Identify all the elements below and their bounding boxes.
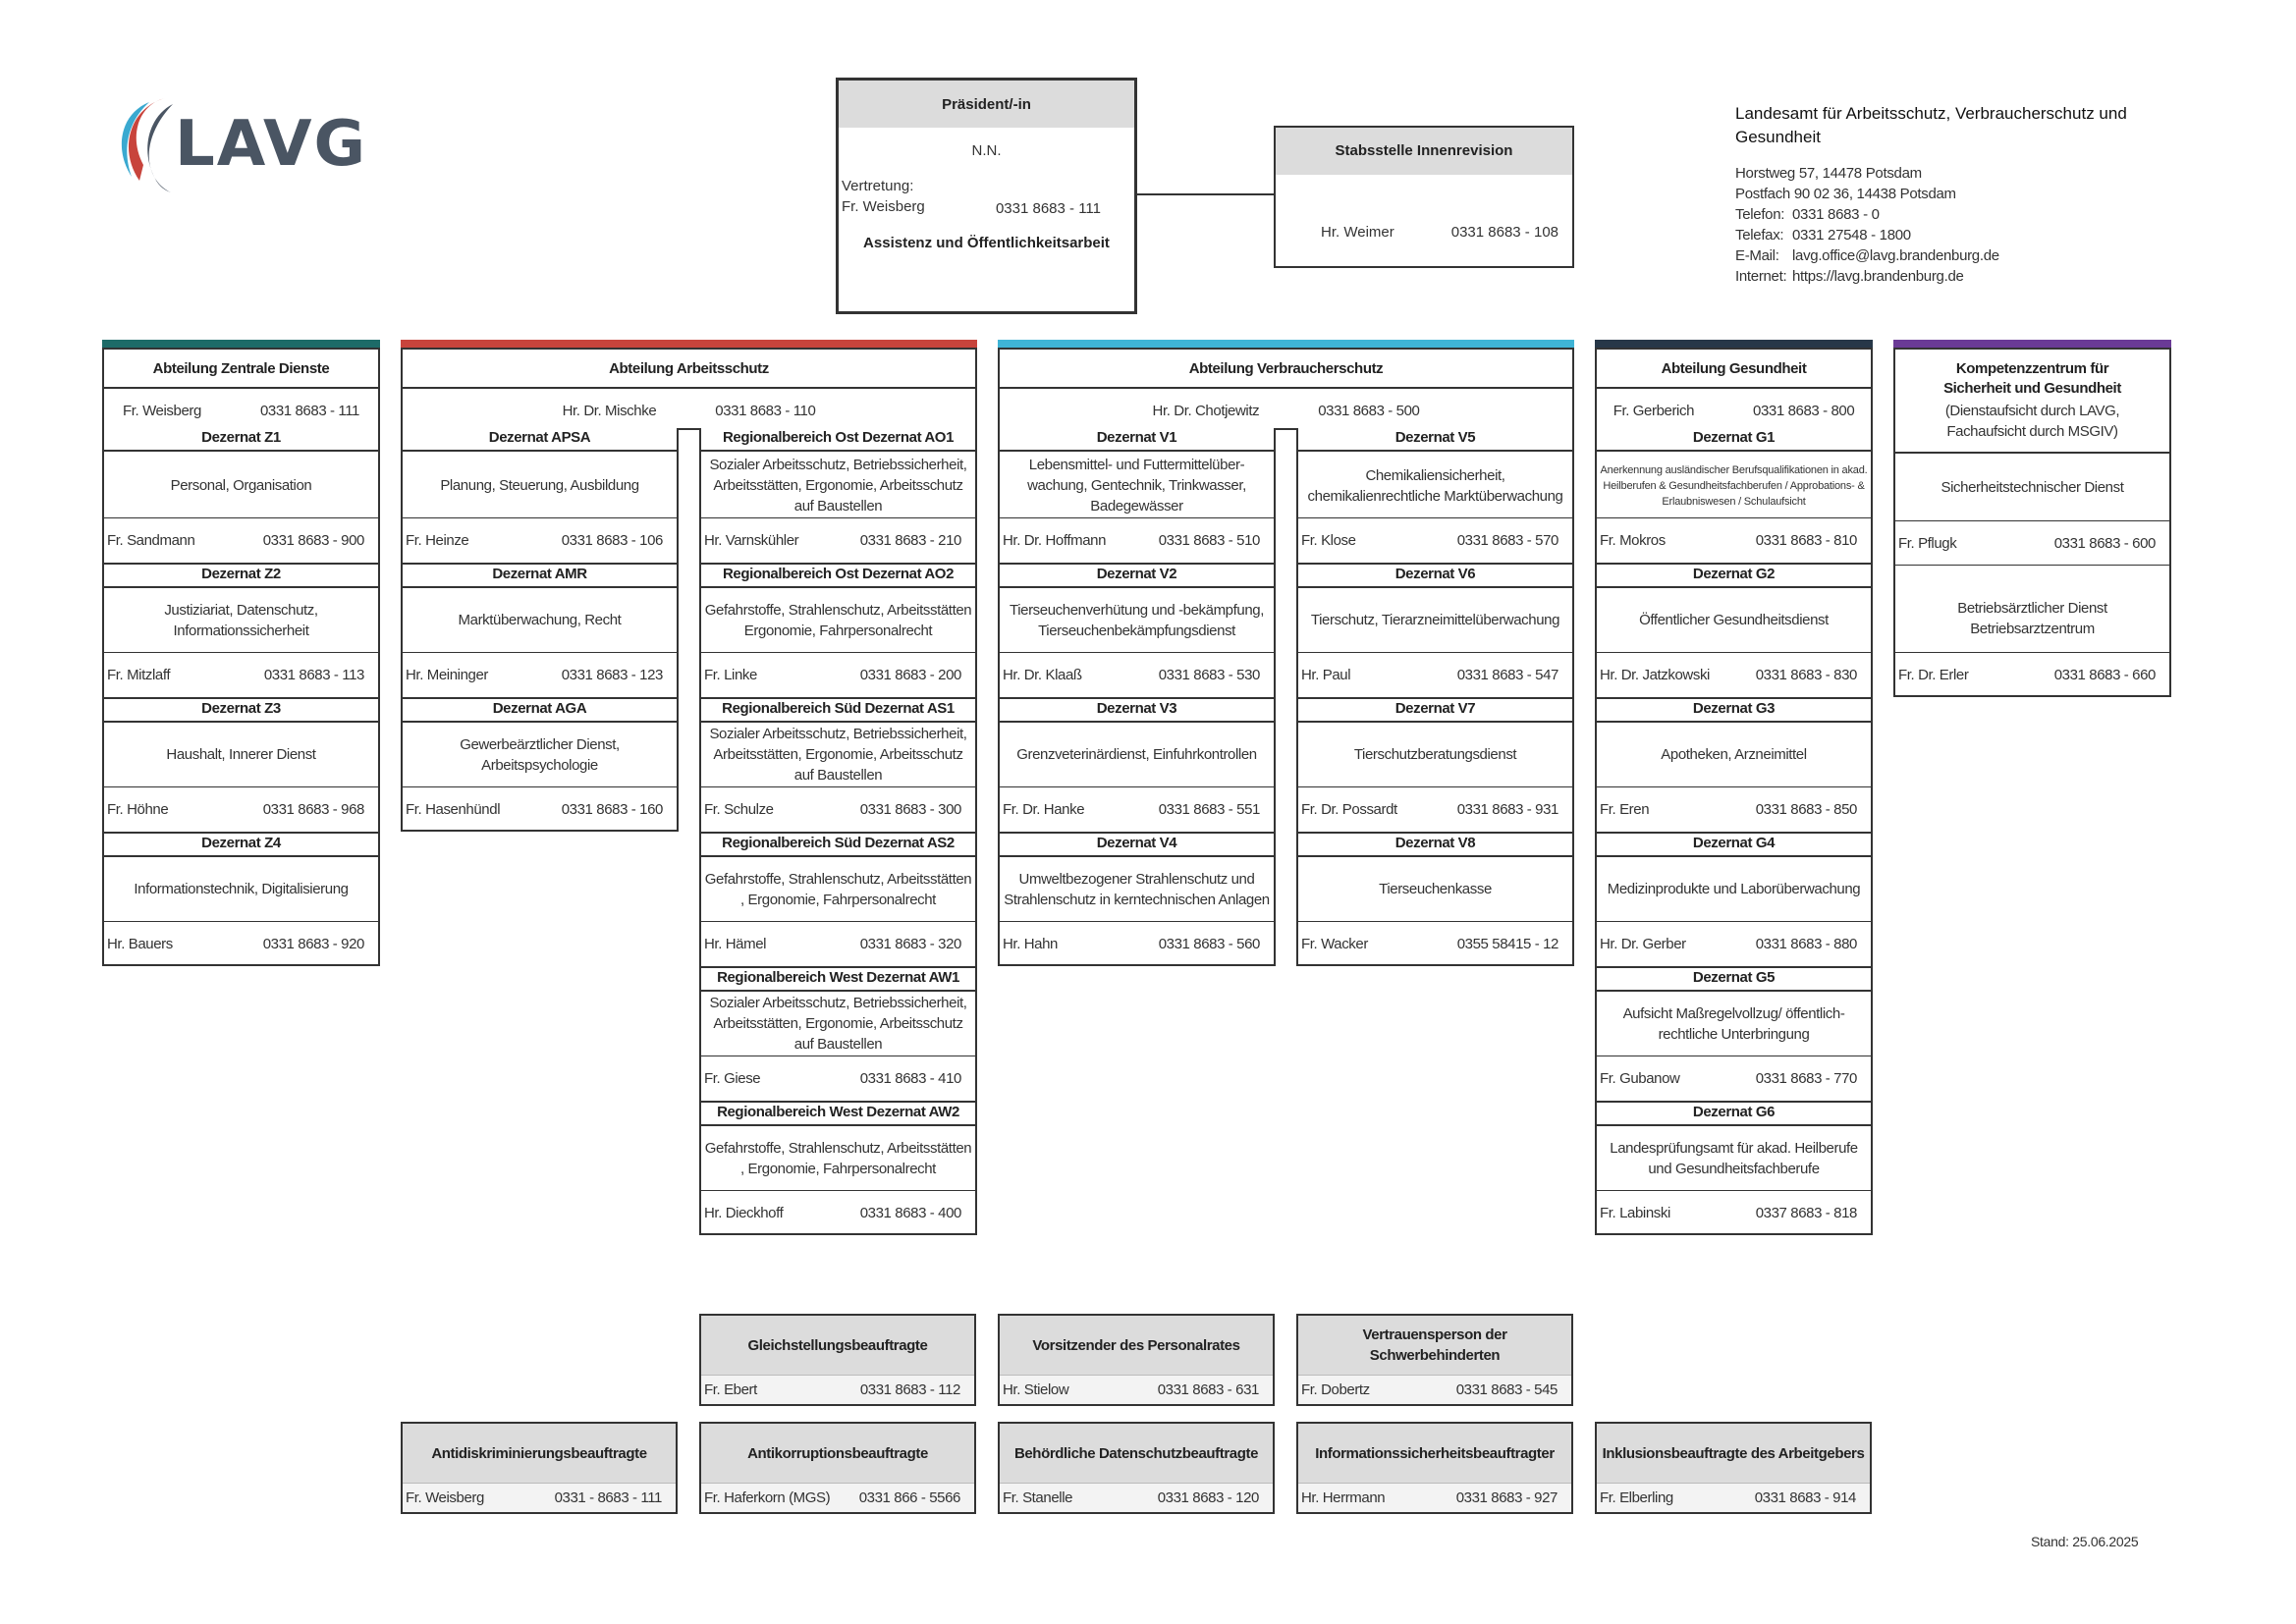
unit-phone: 0331 8683 - 770 bbox=[1755, 1069, 1857, 1087]
dept-arbeitsschutz-head-phone: 0331 8683 - 110 bbox=[715, 402, 816, 419]
role-title: Informationssicherheitsbeauftragter bbox=[1298, 1424, 1571, 1483]
role-contact-row bbox=[1000, 1483, 1273, 1512]
role-title: Antidiskriminierungsbeauftragte bbox=[403, 1424, 676, 1483]
unit-phone: 0331 8683 - 123 bbox=[561, 666, 663, 683]
dept-kompetenz-box bbox=[1893, 348, 2171, 697]
dept-arbeitsschutz-color-bar bbox=[401, 340, 977, 348]
role-phone: 0331 8683 - 545 bbox=[1455, 1381, 1558, 1398]
unit-phone: 0355 58415 - 12 bbox=[1456, 935, 1558, 952]
dept-zentral-head-row bbox=[104, 387, 378, 432]
lavg-logo bbox=[110, 90, 368, 200]
unit-phone: 0331 8683 - 210 bbox=[859, 531, 961, 549]
unit-desc: Informationstechnik, Digitalisierung bbox=[134, 881, 349, 897]
role-title: Vertrauensperson der Schwerbehinderten bbox=[1298, 1316, 1571, 1375]
dept-gesundheit-color-bar bbox=[1595, 340, 1873, 348]
unit-contact-row bbox=[104, 517, 378, 562]
unit-title: Dezernat Z1 bbox=[104, 428, 378, 452]
unit-desc: Personal, Organisation bbox=[170, 477, 312, 494]
unit-person: Fr. Schulze bbox=[704, 800, 774, 818]
unit-phone: 0331 8683 - 920 bbox=[262, 935, 364, 952]
special-role-box bbox=[699, 1422, 976, 1514]
address-telefax: Telefax: 0331 27548 - 1800 bbox=[1735, 227, 1911, 244]
role-contact-row bbox=[1298, 1375, 1571, 1404]
role-phone: 0331 8683 - 914 bbox=[1754, 1489, 1856, 1506]
dept-zentral-head-phone: 0331 8683 - 111 bbox=[259, 402, 359, 419]
unit-person: Hr. Varnskühler bbox=[704, 531, 799, 549]
president-vertretung-name: Fr. Weisberg bbox=[842, 198, 925, 215]
unit-person: Fr. Heinze bbox=[406, 531, 469, 549]
unit-desc: Gefahrstoffe, Strahlenschutz, Arbeitsstätten , Ergonomie, Fahrpersonalrecht bbox=[704, 1139, 972, 1177]
unit-person: Fr. Sandmann bbox=[107, 531, 195, 549]
unit-contact-row bbox=[701, 652, 975, 696]
unit-contact-row bbox=[701, 1190, 975, 1234]
dept-arbeitsschutz-units-stack bbox=[401, 428, 679, 832]
unit-phone: 0331 8683 - 660 bbox=[2053, 666, 2156, 683]
unit-title: Dezernat G3 bbox=[1597, 697, 1871, 723]
unit-contact-row bbox=[1597, 786, 1871, 831]
unit-phone: 0331 8683 - 600 bbox=[2053, 534, 2156, 552]
unit-title: Dezernat G6 bbox=[1597, 1101, 1871, 1126]
unit-title: Dezernat V4 bbox=[1000, 832, 1274, 857]
unit-phone: 0331 8683 - 900 bbox=[262, 531, 364, 549]
unit-contact-row bbox=[1298, 652, 1572, 696]
dept-arbeitsschutz-head-name: Hr. Dr. Mischke bbox=[562, 402, 657, 419]
dept-verbraucher-head-row bbox=[1000, 387, 1572, 432]
special-role-box bbox=[1296, 1314, 1573, 1406]
dept-zentral-color-bar bbox=[102, 340, 380, 348]
unit-contact-row bbox=[104, 921, 378, 965]
unit-title: Dezernat V5 bbox=[1298, 428, 1572, 452]
address-email: E-Mail: lavg.office@lavg.brandenburg.de bbox=[1735, 247, 1999, 264]
dept-zentral-header bbox=[102, 348, 380, 430]
role-phone: 0331 8683 - 631 bbox=[1157, 1381, 1259, 1398]
unit-person: Hr. Dr. Jatzkowski bbox=[1600, 666, 1710, 683]
unit-contact-row bbox=[1298, 786, 1572, 831]
president-vertretung-phone: 0331 8683 - 111 bbox=[995, 200, 1101, 217]
unit-phone: 0331 8683 - 530 bbox=[1158, 666, 1260, 683]
unit-person: Hr. Dieckhoff bbox=[704, 1204, 784, 1221]
unit-phone: 0331 8683 - 830 bbox=[1755, 666, 1857, 683]
unit-phone: 0331 8683 - 320 bbox=[859, 935, 961, 952]
role-phone: 0331 - 8683 - 111 bbox=[554, 1489, 662, 1506]
unit-contact-row bbox=[701, 1056, 975, 1100]
unit-title: Dezernat V8 bbox=[1298, 832, 1572, 857]
dept-verbraucher-title: Abteilung Verbraucherschutz bbox=[1188, 359, 1384, 377]
unit-person: Fr. Giese bbox=[704, 1069, 761, 1087]
dept-gesundheit-head-name: Fr. Gerberich bbox=[1613, 402, 1695, 419]
dept-zentral-title: Abteilung Zentrale Dienste bbox=[152, 359, 330, 377]
unit-contact-row bbox=[104, 786, 378, 831]
unit-contact-row bbox=[1298, 921, 1572, 965]
unit-contact-row bbox=[1597, 1056, 1871, 1100]
dept-gesundheit-head-row bbox=[1597, 387, 1871, 432]
dept-verbraucher-color-bar bbox=[998, 340, 1574, 348]
role-contact-row bbox=[1298, 1483, 1571, 1512]
dept-gesundheit-units-stack bbox=[1595, 428, 1873, 1235]
unit-person: Fr. Labinski bbox=[1600, 1204, 1670, 1221]
unit-desc: Tierschutzberatungsdienst bbox=[1353, 746, 1517, 763]
unit-phone: 0331 8683 - 200 bbox=[859, 666, 961, 683]
stabsstelle-box bbox=[1274, 126, 1574, 268]
role-title: Inklusionsbeauftragte des Arbeitgebers bbox=[1597, 1424, 1870, 1483]
address-internet: Internet: https://lavg.brandenburg.de bbox=[1735, 268, 1964, 285]
unit-desc: Sozialer Arbeitsschutz, Betriebssicherheit, Arbeitsstätten, Ergonomie, Arbeitsschutz auf Baustellen bbox=[709, 457, 967, 514]
role-title: Gleichstellungsbeauftragte bbox=[701, 1316, 974, 1375]
role-person: Fr. Elberling bbox=[1600, 1489, 1673, 1506]
unit-title: Regionalbereich West Dezernat AW1 bbox=[701, 966, 975, 992]
role-contact-row bbox=[701, 1375, 974, 1404]
unit-phone: 0331 8683 - 880 bbox=[1755, 935, 1857, 952]
unit-desc: Haushalt, Innerer Dienst bbox=[166, 746, 316, 763]
unit-phone: 0331 8683 - 560 bbox=[1158, 935, 1260, 952]
unit-desc: Apotheken, Arzneimittel bbox=[1661, 746, 1807, 763]
special-role-box bbox=[401, 1422, 678, 1514]
role-contact-row bbox=[1000, 1375, 1273, 1404]
unit-desc: Sozialer Arbeitsschutz, Betriebssicherheit, Arbeitsstätten, Ergonomie, Arbeitsschutz auf Baustellen bbox=[709, 995, 967, 1053]
unit-title: Dezernat Z3 bbox=[104, 697, 378, 723]
unit-phone: 0331 8683 - 510 bbox=[1158, 531, 1260, 549]
unit-contact-row bbox=[701, 921, 975, 965]
unit-title: Dezernat V2 bbox=[1000, 563, 1274, 588]
address-street: Horstweg 57, 14478 Potsdam bbox=[1735, 165, 1922, 182]
unit-desc: Gefahrstoffe, Strahlenschutz, Arbeitsstätten Ergonomie, Fahrpersonalrecht bbox=[704, 601, 972, 639]
unit-phone: 0337 8683 - 818 bbox=[1755, 1204, 1857, 1221]
special-role-box bbox=[699, 1314, 976, 1406]
unit-title: Dezernat AMR bbox=[403, 563, 677, 588]
president-title: Präsident/-in bbox=[942, 96, 1031, 113]
connector-line bbox=[1137, 193, 1274, 195]
unit-person: Fr. Mitzlaff bbox=[107, 666, 171, 683]
dept-verbraucher-header bbox=[998, 348, 1574, 430]
unit-title: Dezernat V6 bbox=[1298, 563, 1572, 588]
president-assistenz: Assistenz und Öffentlichkeitsarbeit bbox=[863, 235, 1110, 251]
unit-title: Regionalbereich Süd Dezernat AS1 bbox=[701, 697, 975, 723]
unit-contact-row bbox=[403, 517, 677, 562]
unit-person: Hr. Hämel bbox=[704, 935, 767, 952]
dept-verbraucher-head-name: Hr. Dr. Chotjewitz bbox=[1152, 402, 1260, 419]
unit-person: Fr. Hasenhündl bbox=[406, 800, 501, 818]
unit-desc: Sicherheitstechnischer Dienst bbox=[1941, 478, 2124, 496]
unit-desc: Betriebsärztlicher Dienst Betriebsarztzentrum bbox=[1957, 600, 2107, 637]
unit-contact-row bbox=[1000, 652, 1274, 696]
unit-desc: Aufsicht Maßregelvollzug/ öffentlich-rechtliche Unterbringung bbox=[1622, 1004, 1845, 1043]
role-title: Antikorruptionsbeauftragte bbox=[701, 1424, 974, 1483]
logo-text: LAVG bbox=[175, 108, 368, 181]
unit-person: Fr. Klose bbox=[1301, 531, 1356, 549]
president-vertretung-label: Vertretung: bbox=[842, 178, 914, 194]
unit-desc: Umweltbezogener Strahlenschutz und Strahlenschutz in kerntechnischen Anlagen bbox=[1004, 870, 1270, 908]
unit-person: Fr. Dr. Possardt bbox=[1301, 800, 1397, 818]
unit-contact-row bbox=[701, 786, 975, 831]
role-contact-row bbox=[403, 1483, 676, 1512]
unit-title: Dezernat G2 bbox=[1597, 563, 1871, 588]
role-phone: 0331 866 - 5566 bbox=[858, 1489, 960, 1506]
unit-contact-row bbox=[1597, 517, 1871, 562]
role-phone: 0331 8683 - 927 bbox=[1455, 1489, 1558, 1506]
stabsstelle-name: Hr. Weimer bbox=[1321, 224, 1394, 241]
unit-contact-row bbox=[1895, 520, 2169, 567]
dept-arbeitsschutz-head-row bbox=[403, 387, 975, 432]
president-name: N.N. bbox=[971, 142, 1002, 159]
unit-desc: Tierseuchenverhütung und -bekämpfung, Tierseuchenbekämpfungsdienst bbox=[1010, 601, 1264, 639]
unit-desc: Medizinprodukte und Laborüberwachung bbox=[1607, 881, 1861, 897]
unit-person: Hr. Dr. Hoffmann bbox=[1003, 531, 1107, 549]
unit-person: Fr. Wacker bbox=[1301, 935, 1368, 952]
role-person: Fr. Stanelle bbox=[1003, 1489, 1073, 1506]
unit-phone: 0331 8683 - 850 bbox=[1755, 800, 1857, 818]
unit-desc: Justiziariat, Datenschutz, Informationssicherheit bbox=[164, 601, 318, 639]
unit-title: Dezernat Z4 bbox=[104, 832, 378, 857]
unit-title: Dezernat G4 bbox=[1597, 832, 1871, 857]
special-role-box bbox=[998, 1314, 1275, 1406]
address-telefon: Telefon: 0331 8683 - 0 bbox=[1735, 206, 1880, 223]
dept-arbeitsschutz-header bbox=[401, 348, 977, 430]
unit-person: Fr. Gubanow bbox=[1600, 1069, 1680, 1087]
unit-person: Hr. Dr. Klaaß bbox=[1003, 666, 1082, 683]
unit-contact-row bbox=[1000, 786, 1274, 831]
unit-contact-row bbox=[104, 652, 378, 696]
unit-person: Fr. Höhne bbox=[107, 800, 169, 818]
unit-contact-row bbox=[1000, 921, 1274, 965]
unit-person: Hr. Hahn bbox=[1003, 935, 1058, 952]
dept-gesundheit-head-phone: 0331 8683 - 800 bbox=[1753, 402, 1855, 419]
unit-contact-row bbox=[1597, 1190, 1871, 1234]
unit-contact-row bbox=[1895, 652, 2169, 696]
unit-phone: 0331 8683 - 160 bbox=[561, 800, 663, 818]
unit-person: Fr. Pflugk bbox=[1898, 534, 1957, 552]
special-role-box bbox=[998, 1422, 1275, 1514]
unit-contact-row bbox=[1000, 517, 1274, 562]
special-role-box bbox=[1595, 1422, 1872, 1514]
dept-verbraucher-units2-stack bbox=[1296, 428, 1574, 966]
unit-phone: 0331 8683 - 551 bbox=[1158, 800, 1260, 818]
unit-title: Regionalbereich Ost Dezernat AO2 bbox=[701, 563, 975, 588]
unit-person: Hr. Paul bbox=[1301, 666, 1351, 683]
stabsstelle-phone: 0331 8683 - 108 bbox=[1450, 224, 1558, 241]
role-title: Vorsitzender des Personalrates bbox=[1000, 1316, 1273, 1375]
role-person: Fr. Weisberg bbox=[406, 1489, 484, 1506]
unit-title: Dezernat Z2 bbox=[104, 563, 378, 588]
role-person: Fr. Ebert bbox=[704, 1381, 757, 1398]
unit-person: Hr. Dr. Gerber bbox=[1600, 935, 1686, 952]
unit-desc: Anerkennung ausländischer Berufsqualifikationen in akad. Heilberufen & Gesundheitsfachberufen / Approbations- & Erlaubniswesen / Schulaufsicht bbox=[1600, 463, 1868, 508]
unit-contact-row bbox=[1597, 652, 1871, 696]
unit-person: Fr. Eren bbox=[1600, 800, 1650, 818]
unit-phone: 0331 8683 - 547 bbox=[1456, 666, 1558, 683]
unit-phone: 0331 8683 - 106 bbox=[561, 531, 663, 549]
role-person: Hr. Stielow bbox=[1003, 1381, 1069, 1398]
unit-desc: Gefahrstoffe, Strahlenschutz, Arbeitsstätten , Ergonomie, Fahrpersonalrecht bbox=[704, 870, 972, 908]
role-phone: 0331 8683 - 112 bbox=[859, 1381, 960, 1398]
role-person: Fr. Haferkorn (MGS) bbox=[704, 1489, 831, 1506]
unit-desc: Grenzveterinärdienst, Einfuhrkontrollen bbox=[1016, 746, 1257, 763]
unit-title: Dezernat V7 bbox=[1298, 697, 1572, 723]
unit-person: Fr. Linke bbox=[704, 666, 757, 683]
unit-title: Dezernat V1 bbox=[1000, 428, 1274, 452]
unit-phone: 0331 8683 - 400 bbox=[859, 1204, 961, 1221]
unit-contact-row bbox=[403, 652, 677, 696]
unit-phone: 0331 8683 - 570 bbox=[1456, 531, 1558, 549]
stabsstelle-title: Stabsstelle Innenrevision bbox=[1335, 142, 1513, 159]
role-contact-row bbox=[1597, 1483, 1870, 1512]
unit-title: Dezernat V3 bbox=[1000, 697, 1274, 723]
unit-desc: Marktüberwachung, Recht bbox=[458, 612, 622, 628]
unit-phone: 0331 8683 - 410 bbox=[859, 1069, 961, 1087]
unit-desc: Planung, Steuerung, Ausbildung bbox=[440, 477, 639, 494]
unit-title: Dezernat APSA bbox=[403, 428, 677, 452]
unit-contact-row bbox=[1298, 517, 1572, 562]
unit-desc: Landesprüfungsamt für akad. Heilberufe und Gesundheitsfachberufe bbox=[1610, 1139, 1858, 1177]
dept-zentral-units-stack bbox=[102, 428, 380, 966]
unit-title: Dezernat AGA bbox=[403, 697, 677, 723]
unit-desc: Sozialer Arbeitsschutz, Betriebssicherheit, Arbeitsstätten, Ergonomie, Arbeitsschutz auf Baustellen bbox=[709, 726, 967, 784]
role-person: Hr. Herrmann bbox=[1301, 1489, 1386, 1506]
unit-contact-row bbox=[1597, 921, 1871, 965]
unit-desc: Tierschutz, Tierarzneimittelüberwachung bbox=[1310, 612, 1560, 628]
unit-title: Regionalbereich Süd Dezernat AS2 bbox=[701, 832, 975, 857]
address-block bbox=[1735, 102, 2148, 287]
dept-kompetenz-title: Kompetenzzentrum für Sicherheit und Gesundheit bbox=[1943, 360, 2121, 397]
unit-contact-row bbox=[701, 517, 975, 562]
unit-phone: 0331 8683 - 113 bbox=[263, 666, 364, 683]
dept-arbeitsschutz-title: Abteilung Arbeitsschutz bbox=[609, 359, 769, 377]
unit-title: Regionalbereich West Dezernat AW2 bbox=[701, 1101, 975, 1126]
office-name: Landesamt für Arbeitsschutz, Verbraucherschutz und Gesundheit bbox=[1735, 104, 2127, 146]
unit-person: Fr. Dr. Hanke bbox=[1003, 800, 1085, 818]
unit-title: Dezernat G1 bbox=[1597, 428, 1871, 452]
role-title: Behördliche Datenschutzbeauftragte bbox=[1000, 1424, 1273, 1483]
dept-zentral-head-name: Fr. Weisberg bbox=[123, 402, 201, 419]
unit-person: Hr. Bauers bbox=[107, 935, 173, 952]
unit-desc: Öffentlicher Gesundheitsdienst bbox=[1639, 612, 1829, 628]
stand-date: Stand: 25.06.2025 bbox=[2031, 1534, 2139, 1549]
special-role-box bbox=[1296, 1422, 1573, 1514]
unit-desc: Gewerbeärztlicher Dienst, Arbeitspsychologie bbox=[460, 735, 620, 774]
unit-title: Dezernat G5 bbox=[1597, 966, 1871, 992]
dept-gesundheit-title: Abteilung Gesundheit bbox=[1661, 359, 1807, 377]
dept-kompetenz-color-bar bbox=[1893, 340, 2171, 348]
unit-person: Fr. Dr. Erler bbox=[1898, 666, 1969, 683]
unit-person: Fr. Mokros bbox=[1600, 531, 1666, 549]
role-phone: 0331 8683 - 120 bbox=[1157, 1489, 1259, 1506]
dept-arbeitsschutz-regional-stack bbox=[699, 428, 977, 1235]
unit-phone: 0331 8683 - 810 bbox=[1755, 531, 1857, 549]
unit-title: Regionalbereich Ost Dezernat AO1 bbox=[701, 428, 975, 452]
dept-verbraucher-head-phone: 0331 8683 - 500 bbox=[1318, 402, 1420, 419]
dept-kompetenz-subtitle: (Dienstaufsicht durch LAVG, Fachaufsicht durch MSGIV) bbox=[1944, 403, 2120, 440]
address-postfach: Postfach 90 02 36, 14438 Potsdam bbox=[1735, 186, 1956, 202]
unit-desc: Tierseuchenkasse bbox=[1379, 881, 1492, 897]
unit-person: Hr. Meininger bbox=[406, 666, 489, 683]
unit-phone: 0331 8683 - 931 bbox=[1456, 800, 1558, 818]
unit-desc: Lebensmittel- und Futtermittelüber-wachung, Gentechnik, Trinkwasser, Badegewässer bbox=[1027, 457, 1246, 514]
role-contact-row bbox=[701, 1483, 974, 1512]
dept-verbraucher-units-stack bbox=[998, 428, 1276, 966]
unit-desc: Chemikaliensicherheit, chemikalienrechtliche Marktüberwachung bbox=[1307, 466, 1563, 505]
dept-gesundheit-header bbox=[1595, 348, 1873, 430]
unit-phone: 0331 8683 - 300 bbox=[859, 800, 961, 818]
unit-phone: 0331 8683 - 968 bbox=[262, 800, 364, 818]
unit-contact-row bbox=[403, 786, 677, 831]
role-person: Fr. Dobertz bbox=[1301, 1381, 1370, 1398]
president-box bbox=[836, 78, 1137, 314]
